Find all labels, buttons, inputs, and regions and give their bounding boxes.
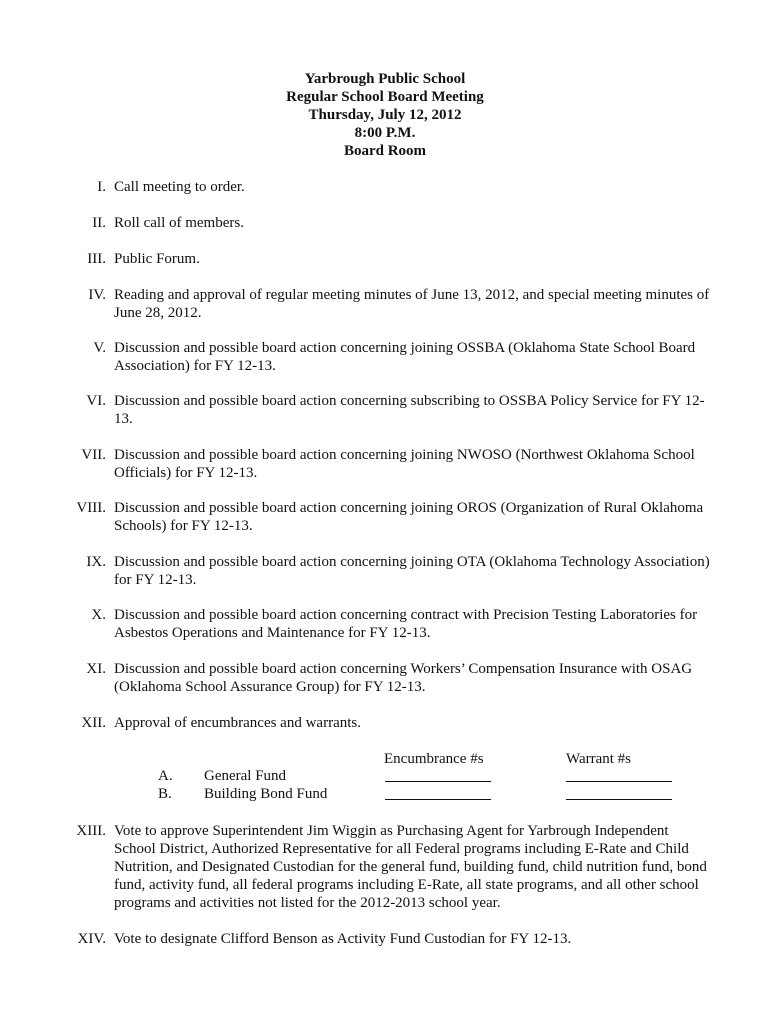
agenda-item-number: I. bbox=[97, 179, 106, 195]
agenda-item-text: Call meeting to order. bbox=[114, 179, 245, 195]
agenda-item-number: V. bbox=[93, 340, 106, 356]
meeting-location: Board Room bbox=[343, 143, 427, 159]
encumbrance-blank-line bbox=[385, 799, 491, 800]
agenda-item-text: Discussion and possible board action concerning subscribing to OSSBA Policy Service for FY 12-13. bbox=[114, 393, 705, 427]
agenda-item-number: X. bbox=[91, 607, 106, 623]
agenda-item-number: XIII. bbox=[76, 823, 106, 839]
meeting-time: 8:00 P.M. bbox=[354, 125, 416, 141]
warrant-blank-line bbox=[566, 781, 672, 782]
agenda-item-number: XI. bbox=[86, 661, 106, 677]
school-name: Yarbrough Public School bbox=[304, 71, 466, 87]
agenda-item-number: XII. bbox=[81, 715, 106, 731]
fund-row-letter: B. bbox=[158, 786, 172, 802]
meeting-title: Regular School Board Meeting bbox=[286, 89, 484, 105]
agenda-item-text: Approval of encumbrances and warrants. bbox=[114, 715, 361, 731]
document-header bbox=[0, 70, 770, 160]
agenda-item-number: IV. bbox=[88, 287, 106, 303]
agenda-item-text: Public Forum. bbox=[114, 251, 200, 267]
agenda-item-text: Discussion and possible board action concerning contract with Precision Testing Laboratories for Asbestos Operations and Maintenance for FY 12-13. bbox=[114, 607, 698, 641]
encumbrance-blank-line bbox=[385, 781, 491, 782]
agenda-item-number: III. bbox=[87, 251, 106, 267]
agenda-item-number: II. bbox=[92, 215, 106, 231]
agenda-item-number: XIV. bbox=[77, 931, 106, 947]
agenda-item-number: VII. bbox=[81, 447, 106, 463]
agenda-item-number: IX. bbox=[86, 554, 106, 570]
agenda-item-text: Vote to approve Superintendent Jim Wiggin as Purchasing Agent for Yarbrough Independent School District, Authorized Representative for all Federal programs including E-Rate and Child Nutrition, and Designated Custodian for the general fund, building fund, child nutrition fund, bond fund, activity fund, all federal programs including E-Rate, all state programs, and all other school programs and activities not listed for the 2012-2013 school year. bbox=[114, 823, 707, 911]
meeting-date: Thursday, July 12, 2012 bbox=[308, 107, 462, 123]
fund-row-letter: A. bbox=[158, 768, 173, 784]
agenda-item-text: Reading and approval of regular meeting minutes of June 13, 2012, and special meeting minutes of June 28, 2012. bbox=[114, 287, 710, 321]
agenda-item-number: VI. bbox=[86, 393, 106, 409]
agenda-item-text: Vote to designate Clifford Benson as Activity Fund Custodian for FY 12-13. bbox=[114, 931, 572, 947]
agenda-item-text: Discussion and possible board action concerning joining OTA (Oklahoma Technology Association) for FY 12-13. bbox=[114, 554, 710, 588]
fund-row-name: General Fund bbox=[204, 768, 287, 784]
agenda-item-text: Roll call of members. bbox=[114, 215, 244, 231]
agenda-item-number: VIII. bbox=[76, 500, 106, 516]
warrant-column-header: Warrant #s bbox=[566, 751, 632, 767]
fund-row-name: Building Bond Fund bbox=[204, 786, 328, 802]
agenda-item-text: Discussion and possible board action concerning joining OROS (Organization of Rural Oklahoma Schools) for FY 12-13. bbox=[114, 500, 704, 534]
agenda-item-text: Discussion and possible board action concerning Workers’ Compensation Insurance with OSAG (Oklahoma School Assurance Group) for FY 12-13. bbox=[114, 661, 693, 695]
agenda-item-text: Discussion and possible board action concerning joining OSSBA (Oklahoma State School Board Association) for FY 12-13. bbox=[114, 340, 696, 374]
agenda-item-text: Discussion and possible board action concerning joining NWOSO (Northwest Oklahoma School Officials) for FY 12-13. bbox=[114, 447, 695, 481]
warrant-blank-line bbox=[566, 799, 672, 800]
encumbrance-column-header: Encumbrance #s bbox=[384, 751, 484, 767]
